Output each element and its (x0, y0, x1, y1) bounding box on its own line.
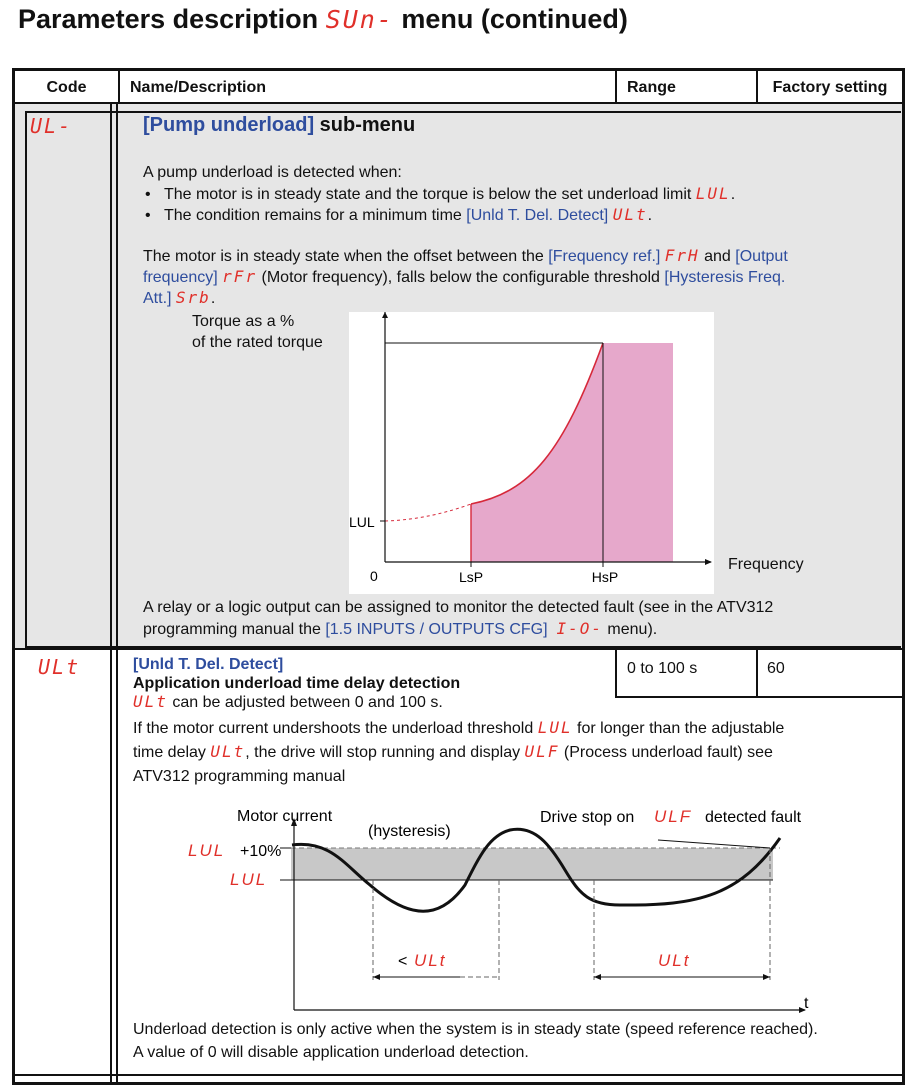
desc-lul-code: LUL (537, 718, 573, 737)
chart1-lsp-label: LsP (458, 569, 484, 585)
page-title (18, 4, 628, 35)
code-divider-b (116, 104, 118, 1082)
chart2-ylabel: Motor current (237, 808, 333, 825)
chart2-ult-code-2: ULt (658, 951, 691, 970)
chart2-hysteresis-band (291, 848, 773, 880)
row1-heading (143, 113, 415, 137)
range-divider (615, 648, 617, 697)
row2-code: ULt (38, 655, 81, 679)
chart2-interval-2-left-arrow (594, 974, 601, 980)
bullet2-code: ULt (612, 205, 648, 224)
row1-relay-line-2 (143, 618, 657, 640)
factory-divider (756, 648, 758, 697)
header-range: Range (615, 71, 756, 104)
chart2-drive-stop-b: detected fault (705, 809, 802, 826)
row1-code: UL- (30, 114, 73, 138)
chart2-lul-code-lower: LUL (230, 870, 268, 889)
bullet1-end: . (730, 186, 736, 203)
chart2-plus10: +10% (240, 843, 282, 860)
desc-l2-end: (Process underload fault) see (559, 744, 773, 761)
chart2-interval-2-right-arrow (763, 974, 770, 980)
row2-range: 0 to 100 s (627, 660, 698, 677)
para-output: [Output (735, 248, 788, 265)
chart2-t-label: t (804, 995, 809, 1012)
chart2-interval-1-arrow (373, 974, 380, 980)
bullet2-param: [Unld T. Del. Detect] (466, 207, 609, 224)
para-l1-text: The motor is in steady state when the offset between the (143, 248, 549, 265)
chart1-ylabel-1: Torque as a % (192, 313, 295, 330)
row2-footnote-1: Underload detection is only active when the system is in steady state (speed reference reached). (133, 1021, 818, 1038)
para-rfr-code: rFr (222, 267, 258, 286)
chart1-xlabel: Frequency (728, 556, 804, 573)
para-att: Att.] (143, 290, 172, 307)
row1-para-line-1 (143, 245, 788, 267)
code-divider-a (110, 104, 112, 1082)
title-prefix: Parameters description (18, 4, 319, 34)
chart1-ylabel-2: of the rated torque (192, 334, 323, 351)
desc-ulf-code: ULF (524, 742, 560, 761)
header-factory: Factory setting (756, 71, 902, 104)
row2-factory: 60 (767, 660, 785, 677)
desc-l1-text: If the motor current undershoots the underload threshold (133, 720, 538, 737)
row2-desc-line-1 (133, 717, 784, 739)
chart2-drive-stop-code: ULF (654, 807, 693, 826)
row2-heading: [Unld T. Del. Detect] (133, 656, 284, 673)
row2-adjust (133, 691, 443, 713)
row1-relay-line-1: A relay or a logic output can be assigned to monitor the detected fault (see in the ATV312 (143, 599, 774, 616)
chart2-drive-stop-pointer (658, 840, 770, 848)
chart1-hsp-label: HsP (591, 569, 619, 585)
chart2-lt-prefix: < (398, 953, 408, 970)
row1-intro: A pump underload is detected when: (143, 164, 402, 181)
row1-heading-bracket: [Pump underload] (143, 114, 315, 136)
relay-end: menu). (602, 621, 658, 638)
desc-ult-code: ULt (210, 742, 246, 761)
row2-desc-line-2 (133, 741, 773, 763)
title-suffix: menu (continued) (401, 4, 628, 34)
chart2-lul-code-upper: LUL (188, 841, 226, 860)
row-separator (15, 648, 902, 650)
chart1-origin: 0 (370, 568, 378, 584)
torque-chart (349, 312, 714, 594)
header-code: Code (15, 71, 118, 104)
header-name: Name/Description (118, 71, 615, 104)
chart1-lul-label: LUL (349, 514, 375, 530)
relay-menu-code: I-O- (556, 619, 603, 638)
row2-bottom (15, 1074, 902, 1076)
row1-heading-rest: sub-menu (314, 114, 416, 136)
relay-menu-name: [1.5 INPUTS / OUTPUTS CFG] (325, 621, 548, 638)
para-frequency-ref: [Frequency ref.] (548, 248, 661, 265)
desc-l2-mid: , the drive will stop running and display (245, 744, 525, 761)
row2-footnote-2: A value of 0 will disable application underload detection. (133, 1044, 529, 1061)
row2-desc-line-3: ATV312 programming manual (133, 768, 346, 785)
title-menu-code: SUn- (325, 5, 394, 34)
row1-para-line-2 (143, 266, 785, 288)
row1-bullet-2: • The condition remains for a minimum time [Unld T. Del. Detect] ULt. (145, 205, 653, 224)
current-chart (180, 800, 830, 1018)
para-end: . (210, 290, 216, 307)
bullet1-text: The motor is in steady state and the torque is below the set underload limit (163, 186, 696, 203)
desc-l2-text: time delay (133, 744, 211, 761)
bullet2-end: . (647, 207, 653, 224)
chart2-hysteresis-label: (hysteresis) (368, 823, 451, 840)
para-l2-text: (Motor frequency), falls below the configurable threshold (257, 269, 665, 286)
para-srb-code: Srb (175, 288, 211, 307)
row1-bullet-1: • The motor is in steady state and the torque is below the set underload limit LUL. (145, 184, 736, 203)
bullet1-code: LUL (695, 184, 731, 203)
relay-text: programming manual the (143, 621, 326, 638)
range-bottom (615, 696, 902, 698)
para-frh-code: FrH (664, 246, 700, 265)
row1-para-line-3 (143, 287, 215, 309)
adjust-code: ULt (133, 692, 168, 711)
para-frequency: frequency] (143, 269, 218, 286)
chart2-drive-stop-a: Drive stop on (540, 809, 635, 826)
row2-subheading: Application underload time delay detection (133, 675, 461, 692)
para-and: and (699, 248, 736, 265)
desc-l1-end: for longer than the adjustable (572, 720, 785, 737)
bullet2-text: The condition remains for a minimum time (163, 207, 467, 224)
adjust-text: can be adjusted between 0 and 100 s. (167, 694, 443, 711)
chart2-ult-code-1: ULt (414, 951, 447, 970)
para-hysteresis: [Hysteresis Freq. (664, 269, 786, 286)
